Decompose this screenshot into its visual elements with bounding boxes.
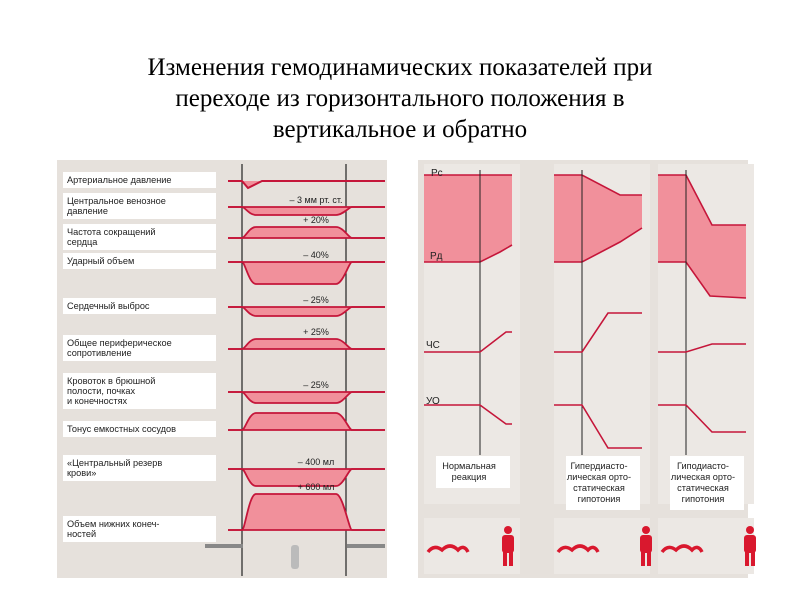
figure-head (642, 526, 650, 534)
parameter-label: Артериальное давление (67, 175, 172, 185)
title-line-3: вертикальное и обратно (272, 116, 528, 143)
syndrome-caption: гипотония (577, 494, 621, 504)
syndrome-caption: лическая орто- (566, 472, 632, 482)
posture-strip (658, 518, 754, 574)
parameter-change: – 3 мм рт. ст. (289, 195, 343, 205)
syndrome-caption: Нормальная (442, 461, 496, 471)
figure-leg (509, 552, 513, 566)
parameter-label-sv: УО (426, 396, 440, 407)
parameter-label: «Центральный резерв (67, 458, 163, 468)
parameter-label: полости, почках (67, 386, 136, 396)
parameter-label-pd: Pд (430, 251, 443, 262)
lying-figure-icon (347, 544, 385, 548)
standing-figure-icon (291, 545, 299, 569)
parameter-change: – 400 мл (297, 457, 335, 467)
figure-leg (641, 552, 645, 566)
parameter-label: крови» (67, 468, 97, 478)
parameter-change: – 40% (303, 250, 329, 260)
parameter-label: сердца (67, 237, 98, 247)
parameter-change: + 20% (303, 215, 329, 225)
figure-head (504, 526, 512, 534)
parameter-label: давление (67, 206, 108, 216)
syndrome-caption: гипотония (681, 494, 725, 504)
parameter-trace-fill (242, 339, 352, 349)
parameter-label: Центральное венозное (67, 196, 166, 206)
figure-body (640, 535, 652, 553)
parameter-label: и конечностях (67, 396, 128, 406)
parameter-label: Частота сокращений (67, 227, 156, 237)
figure-body (744, 535, 756, 553)
syndrome-caption: статическая (573, 483, 625, 493)
parameter-label: сопротивление (67, 348, 132, 358)
lying-figure-icon (205, 544, 243, 548)
parameter-label: Кровоток в брюшной (67, 376, 156, 386)
parameter-label: Сердечный выброс (67, 301, 150, 311)
parameter-trace-fill (242, 262, 352, 284)
figure-leg (647, 552, 651, 566)
syndrome-caption: Гипердиасто- (570, 461, 628, 471)
figure-leg (745, 552, 749, 566)
figure-leg (503, 552, 507, 566)
pressure-block (424, 175, 512, 262)
parameter-change: + 600 мл (297, 482, 335, 492)
figure-body (502, 535, 514, 553)
syndrome-caption: реакция (451, 472, 487, 482)
parameter-label: Объем нижних конеч- (67, 519, 160, 529)
parameter-label-hr: ЧС (426, 340, 440, 351)
title-line-2: переходе из горизонтального положения в (175, 85, 625, 112)
title-line-1: Изменения гемодинамических показателей при (147, 54, 653, 81)
parameter-trace-fill (242, 413, 352, 430)
parameter-change: + 25% (303, 327, 329, 337)
syndrome-caption: Гиподиасто- (677, 461, 729, 471)
parameter-label-ps: Pс (431, 168, 443, 179)
syndrome-caption: лическая орто- (670, 472, 736, 482)
parameter-change: – 25% (303, 380, 329, 390)
posture-strip (554, 518, 650, 574)
parameter-change: – 25% (303, 295, 329, 305)
syndrome-caption: статическая (677, 483, 729, 493)
parameter-trace-fill (242, 207, 352, 215)
figure-leg (751, 552, 755, 566)
parameter-trace-fill (242, 392, 352, 403)
figure-head (746, 526, 754, 534)
parameter-label: Ударный объем (67, 256, 135, 266)
parameter-label: Тонус емкостных сосудов (67, 424, 177, 434)
parameter-label: Общее периферическое (67, 338, 172, 348)
parameter-trace-fill (242, 494, 352, 530)
parameter-label: ностей (67, 529, 97, 539)
parameter-trace-fill (242, 307, 352, 316)
parameter-trace-fill (242, 227, 352, 238)
